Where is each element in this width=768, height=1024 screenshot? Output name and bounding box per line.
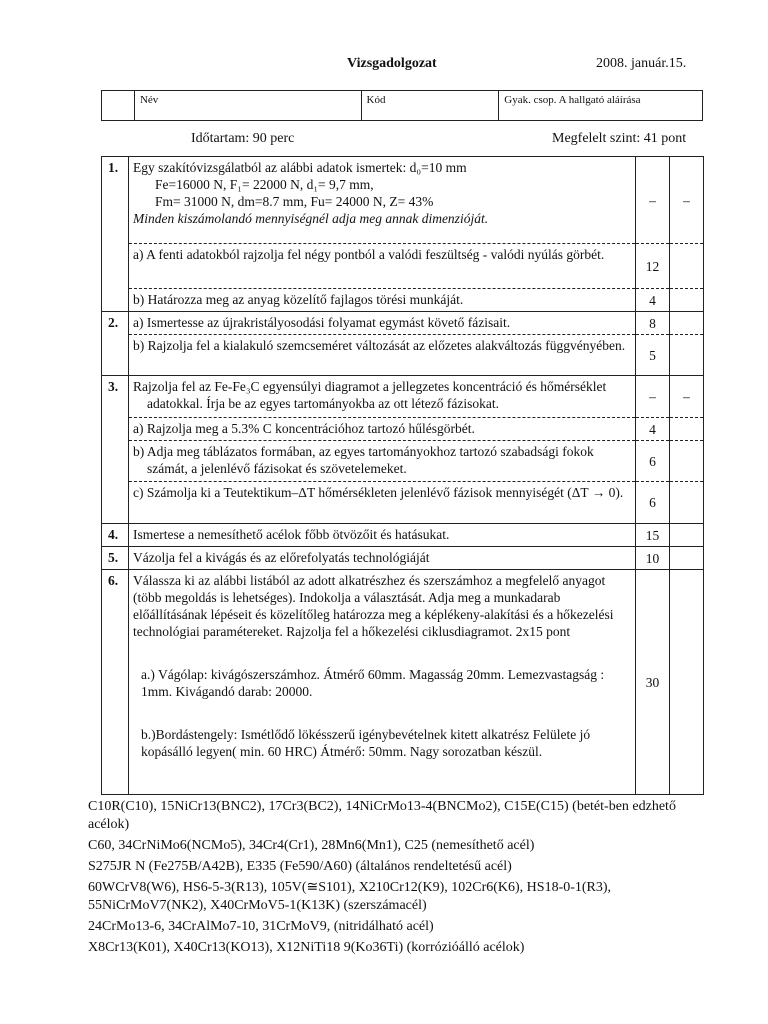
q2b-text: b) Rajzolja fel a kialakuló szemcseméret változását az előzetes alakváltozás függvényében. xyxy=(129,335,636,376)
material-group: S275JR N (Fe275B/A42B), E335 (Fe590/A60) (általános rendeltetésű acél) xyxy=(88,859,512,874)
q6-part-b: b.)Bordástengely: Ismétlődő lökésszerű igénybevételnek kitett alkatrész Felülete jó kopásálló legyen( min. 60 HRC) Átmérő: 50mm. Nagy sorozatban készül. xyxy=(141,727,591,759)
q1-number: 1. xyxy=(102,157,129,312)
student-info-table xyxy=(101,90,703,121)
q6-points: 30 xyxy=(636,570,670,795)
q1b-points: 4 xyxy=(636,289,670,312)
q6-number: 6. xyxy=(102,570,129,795)
q3c-extra xyxy=(670,482,704,524)
q3c-text: c) Számolja ki a Teutektikum–ΔT hőmérsékleten jelenlévő fázisok mennyiségét (ΔT → 0). xyxy=(129,482,636,524)
q1a-extra xyxy=(670,244,704,289)
q3b-extra xyxy=(670,441,704,482)
q6-extra xyxy=(670,570,704,795)
page-title: Vizsgadolgozat xyxy=(347,56,437,71)
q3a-extra xyxy=(670,418,704,441)
q3-text: Rajzolja fel az Fe-Fe₃C egyensúlyi diagramot a jellegzetes koncentráció és hőmérséklet adatokkal. Írja be az egyes tartományokba az ott létező fázisokat. xyxy=(129,376,636,418)
q6-text: Válassza ki az alábbi listából az adott alkatrészhez és szerszámhoz a megfelelő anyagot (több megoldás is lehetséges). Indokolja a választását. Adja meg a munkadarab előállításának lépéseit és közelítőleg határozza meg a képlékeny-alakítási és a hőkezelési technológiai paramétereket. Rajzolja fel a hőkezelési ciklusdiagramot. 2x15 pont a.) Vágólap: kivágószerszámhoz. Átmérő 60mm. Magasság 20mm. Lemezvastagság : 1mm. Kivágandó darab: 20000. b.)Bordástengely: Ismétlődő lökésszerű igénybevételnek kitett alkatrész Felülete jó kopásálló legyen( min. 60 HRC) Átmérő: 50mm. Nagy sorozatban készül. xyxy=(129,570,636,795)
q1b-extra xyxy=(670,289,704,312)
q4-text: Ismertese a nemesíthető acélok főbb ötvözőit és hatásukat. xyxy=(129,524,636,547)
q3b-points: 6 xyxy=(636,441,670,482)
q1-extra: – xyxy=(670,157,704,244)
q1-points: – xyxy=(636,157,670,244)
signature-field[interactable]: Gyak. csop. A hallgató aláírása xyxy=(499,91,703,121)
material-group: C10R(C10), 15NiCr13(BNC2), 17Cr3(BC2), 14NiCrMo13-4(BNCMo2), C15E(C15) (betét-ben edzhető acélok) xyxy=(88,799,676,832)
q3-extra: – xyxy=(670,376,704,418)
q2a-text: a) Ismertesse az újrakristályosodási folyamat egymást követő fázisait. xyxy=(129,312,636,335)
q1b-text: b) Határozza meg az anyag közelítő fajlagos törési munkáját. xyxy=(129,289,636,312)
q5-points: 10 xyxy=(636,547,670,570)
q4-extra xyxy=(670,524,704,547)
name-field[interactable]: Név xyxy=(134,91,361,121)
q2b-points: 5 xyxy=(636,335,670,376)
q1-text: Egy szakítóvizsgálatból az alábbi adatok ismertek: d₀=10 mm Fe=16000 N, F₁= 22000 N, d₁= 9,7 mm, Fm= 31000 N, dm=8.7 mm, Fu= 24000 N, Z= 43% Minden kiszámolandó mennyiségnél adja meg annak dimenzióját. xyxy=(129,157,636,244)
q5-text: Vázolja fel a kivágás és az előrefolyatás technológiáját xyxy=(129,547,636,570)
q5-extra xyxy=(670,547,704,570)
duration: Időtartam: 90 perc xyxy=(191,131,295,146)
material-group: 60WCrV8(W6), HS6-5-3(R13), 105V(≅S101), X210Cr12(K9), 102Cr6(K6), HS18-0-1(R3), 55NiCrMoV7(NK2), X40CrMoV5-1(K13K) (szerszámacél) xyxy=(88,880,612,913)
material-group: 24CrMo13-6, 34CrAlMo7-10, 31CrMoV9, (nitridálható acél) xyxy=(88,919,434,934)
material-group: X8Cr13(K01), X40Cr13(KO13), X12NiTi18 9(Ko36Ti) (korrózióálló acélok) xyxy=(88,940,525,955)
q3a-points: 4 xyxy=(636,418,670,441)
code-field[interactable]: Kód xyxy=(361,91,499,121)
questions-table xyxy=(101,156,704,795)
exam-date: 2008. január.15. xyxy=(596,56,687,71)
q2a-points: 8 xyxy=(636,312,670,335)
q6-part-a: a.) Vágólap: kivágószerszámhoz. Átmérő 60mm. Magasság 20mm. Lemezvastagság : 1mm. Kivágandó darab: 20000. xyxy=(141,667,605,699)
q5-number: 5. xyxy=(102,547,129,570)
q2-number: 2. xyxy=(102,312,129,376)
q3b-text: b) Adja meg táblázatos formában, az egyes tartományokhoz tartozó szabadsági fokok számát, a jelenlévő fázisokat és szövetelemeket. xyxy=(129,441,636,482)
q3a-text: a) Rajzolja meg a 5.3% C koncentrációhoz tartozó hűlésgörbét. xyxy=(129,418,636,441)
q4-number: 4. xyxy=(102,524,129,547)
q2b-extra xyxy=(670,335,704,376)
q1a-points: 12 xyxy=(636,244,670,289)
q3-number: 3. xyxy=(102,376,129,524)
q2a-extra xyxy=(670,312,704,335)
materials-list xyxy=(88,798,703,960)
pass-level: Megfelelt szint: 41 pont xyxy=(552,131,687,146)
q4-points: 15 xyxy=(636,524,670,547)
blank-cell xyxy=(102,91,135,121)
q3-points: – xyxy=(636,376,670,418)
q3c-points: 6 xyxy=(636,482,670,524)
q1a-text: a) A fenti adatokból rajzolja fel négy pontból a valódi feszültség - valódi nyúlás görbét. xyxy=(129,244,636,289)
material-group: C60, 34CrNiMo6(NCMo5), 34Cr4(Cr1), 28Mn6(Mn1), C25 (nemesíthető acél) xyxy=(88,838,535,853)
